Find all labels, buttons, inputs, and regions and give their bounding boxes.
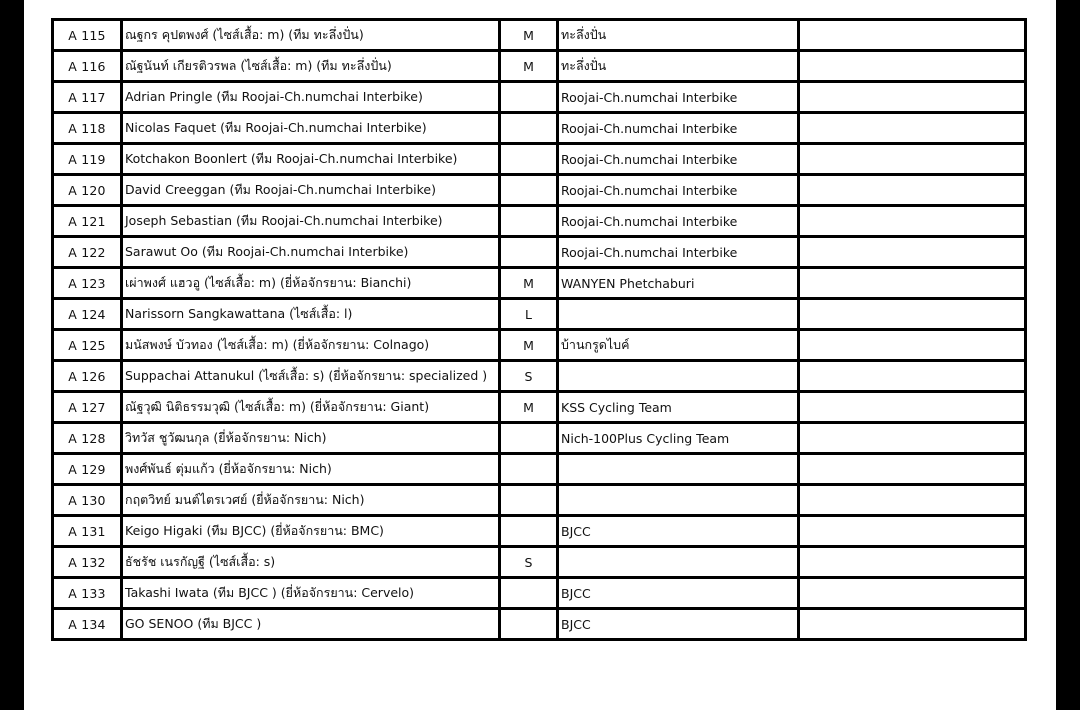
shirt-size-cell [500,454,558,485]
note-cell [799,268,1026,299]
participant-name-cell: Suppachai Attanukul (ไซส์เสื้อ: s) (ยี่ห้อจักรยาน: specialized ) [122,361,500,392]
table-row [53,113,1026,144]
shirt-size-cell: L [500,299,558,330]
table-row [53,423,1026,454]
note-cell [799,578,1026,609]
table-row [53,454,1026,485]
bib-number-cell: A 134 [53,609,122,640]
bib-number-cell: A 127 [53,392,122,423]
note-cell [799,516,1026,547]
team-cell: Roojai-Ch.numchai Interbike [558,237,799,268]
team-cell: BJCC [558,609,799,640]
participant-name-cell: พงศ์พันธ์ ตุ่มแก้ว (ยี่ห้อจักรยาน: Nich) [122,454,500,485]
table-row [53,609,1026,640]
bib-number-cell: A 116 [53,51,122,82]
shirt-size-cell [500,423,558,454]
team-cell: Roojai-Ch.numchai Interbike [558,175,799,206]
table-row [53,51,1026,82]
note-cell [799,330,1026,361]
bib-number-cell: A 123 [53,268,122,299]
shirt-size-cell [500,206,558,237]
participant-name-cell: GO SENOO (ทีม BJCC ) [122,609,500,640]
table-row [53,82,1026,113]
team-cell: KSS Cycling Team [558,392,799,423]
bib-number-cell: A 120 [53,175,122,206]
bib-number-cell: A 115 [53,20,122,51]
bib-number-cell: A 124 [53,299,122,330]
note-cell [799,20,1026,51]
table-row [53,175,1026,206]
table-row [53,268,1026,299]
note-cell [799,299,1026,330]
team-cell [558,485,799,516]
table-row [53,206,1026,237]
participant-name-cell: เผ่าพงศ์ แฮวอู (ไซส์เสื้อ: m) (ยี่ห้อจักรยาน: Bianchi) [122,268,500,299]
table-row [53,547,1026,578]
note-cell [799,144,1026,175]
bib-number-cell: A 132 [53,547,122,578]
roster-body [53,20,1026,640]
participant-name-cell: Narissorn Sangkawattana (ไซส์เสื้อ: l) [122,299,500,330]
participant-name-cell: ณฐกร คุปตพงศ์ (ไซส์เสื้อ: m) (ทีม ทะลึ่งปั่น) [122,20,500,51]
shirt-size-cell: M [500,330,558,361]
table-row [53,485,1026,516]
shirt-size-cell [500,609,558,640]
shirt-size-cell: M [500,20,558,51]
team-cell: ทะลึ่งปั่น [558,20,799,51]
shirt-size-cell [500,144,558,175]
table-row [53,237,1026,268]
table-row [53,330,1026,361]
team-cell: Nich-100Plus Cycling Team [558,423,799,454]
shirt-size-cell: S [500,547,558,578]
bib-number-cell: A 125 [53,330,122,361]
team-cell [558,547,799,578]
participant-name-cell: David Creeggan (ทีม Roojai-Ch.numchai Interbike) [122,175,500,206]
shirt-size-cell [500,82,558,113]
bib-number-cell: A 119 [53,144,122,175]
shirt-size-cell [500,516,558,547]
bib-number-cell: A 121 [53,206,122,237]
participant-name-cell: ณัฐวุฒิ นิติธรรมวุฒิ (ไซส์เสื้อ: m) (ยี่ห้อจักรยาน: Giant) [122,392,500,423]
table-row [53,20,1026,51]
team-cell [558,454,799,485]
participant-name-cell: ณัฐนันท์ เกียรติวรพล (ไซส์เสื้อ: m) (ทีม ทะลึ่งปั่น) [122,51,500,82]
team-cell: Roojai-Ch.numchai Interbike [558,113,799,144]
table-row [53,299,1026,330]
roster-table [51,18,1027,641]
shirt-size-cell [500,113,558,144]
shirt-size-cell: S [500,361,558,392]
note-cell [799,82,1026,113]
participant-name-cell: Takashi Iwata (ทีม BJCC ) (ยี่ห้อจักรยาน: Cervelo) [122,578,500,609]
shirt-size-cell [500,578,558,609]
note-cell [799,423,1026,454]
note-cell [799,206,1026,237]
bib-number-cell: A 118 [53,113,122,144]
bib-number-cell: A 122 [53,237,122,268]
team-cell [558,299,799,330]
team-cell: BJCC [558,516,799,547]
note-cell [799,361,1026,392]
participant-name-cell: วิทวัส ชูวัฒนกุล (ยี่ห้อจักรยาน: Nich) [122,423,500,454]
bib-number-cell: A 117 [53,82,122,113]
participant-name-cell: มนัสพงษ์ บัวทอง (ไซส์เสื้อ: m) (ยี่ห้อจักรยาน: Colnago) [122,330,500,361]
team-cell: Roojai-Ch.numchai Interbike [558,144,799,175]
note-cell [799,485,1026,516]
participant-name-cell: Sarawut Oo (ทีม Roojai-Ch.numchai Interbike) [122,237,500,268]
team-cell: WANYEN Phetchaburi [558,268,799,299]
team-cell: ทะลึ่งปั่น [558,51,799,82]
shirt-size-cell: M [500,392,558,423]
table-row [53,392,1026,423]
note-cell [799,237,1026,268]
participant-name-cell: Nicolas Faquet (ทีม Roojai-Ch.numchai Interbike) [122,113,500,144]
table-row [53,578,1026,609]
note-cell [799,392,1026,423]
bib-number-cell: A 133 [53,578,122,609]
participant-name-cell: ธัชรัช เนรกัญฐี (ไซส์เสื้อ: s) [122,547,500,578]
bib-number-cell: A 129 [53,454,122,485]
note-cell [799,609,1026,640]
bib-number-cell: A 128 [53,423,122,454]
participant-name-cell: Kotchakon Boonlert (ทีม Roojai-Ch.numchai Interbike) [122,144,500,175]
table-row [53,516,1026,547]
team-cell: บ้านกรูดไบค์ [558,330,799,361]
note-cell [799,113,1026,144]
shirt-size-cell: M [500,268,558,299]
shirt-size-cell [500,175,558,206]
participant-name-cell: Keigo Higaki (ทีม BJCC) (ยี่ห้อจักรยาน: BMC) [122,516,500,547]
bib-number-cell: A 126 [53,361,122,392]
bib-number-cell: A 130 [53,485,122,516]
shirt-size-cell [500,485,558,516]
participant-name-cell: Joseph Sebastian (ทีม Roojai-Ch.numchai Interbike) [122,206,500,237]
team-cell: Roojai-Ch.numchai Interbike [558,206,799,237]
participant-name-cell: กฤตวิทย์ มนต์ไตรเวศย์ (ยี่ห้อจักรยาน: Nich) [122,485,500,516]
participant-name-cell: Adrian Pringle (ทีม Roojai-Ch.numchai Interbike) [122,82,500,113]
shirt-size-cell: M [500,51,558,82]
table-row [53,361,1026,392]
note-cell [799,547,1026,578]
note-cell [799,454,1026,485]
table-row [53,144,1026,175]
document-page [24,0,1056,710]
bib-number-cell: A 131 [53,516,122,547]
team-cell [558,361,799,392]
shirt-size-cell [500,237,558,268]
note-cell [799,175,1026,206]
team-cell: BJCC [558,578,799,609]
team-cell: Roojai-Ch.numchai Interbike [558,82,799,113]
note-cell [799,51,1026,82]
